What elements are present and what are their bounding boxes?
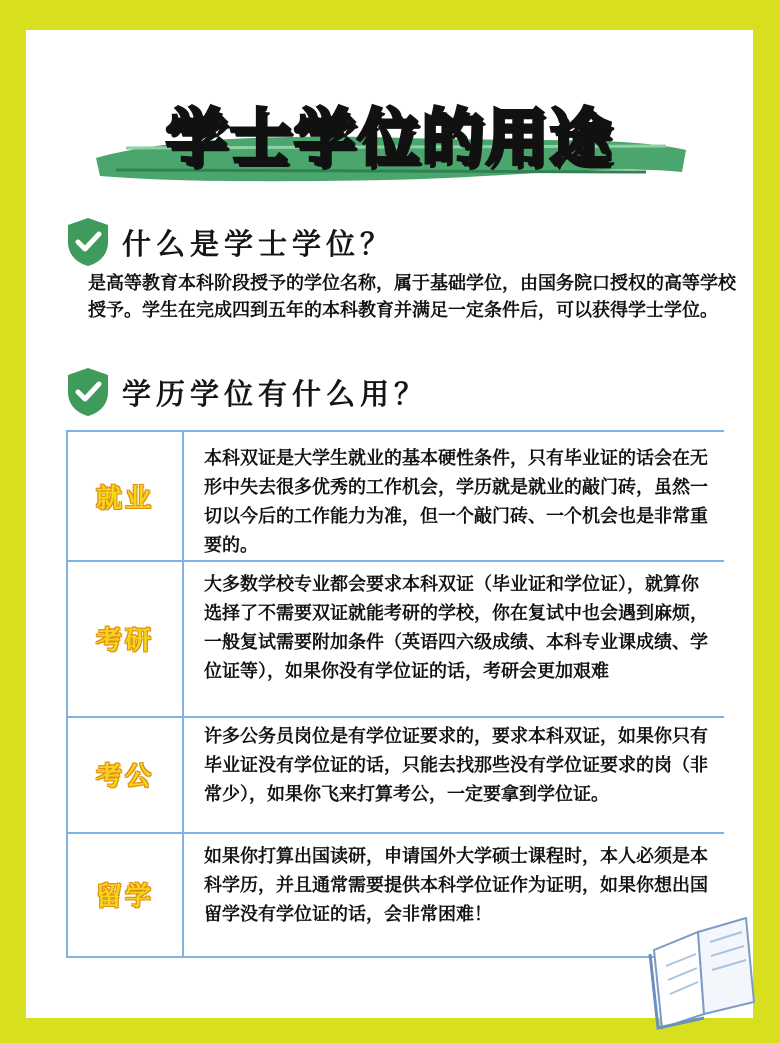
content-card [26,30,753,1018]
category-label: 考研 [95,626,154,656]
shield-check-icon [64,366,112,418]
section-what-heading [64,216,394,268]
category-label: 就业 [95,484,154,514]
section-title: 什么是学士学位？ [122,226,395,261]
category-description: 本科双证是大学生就业的基本硬性条件，只有毕业证的话会在无形中失去很多优秀的工作机会，学历就是就业的敲门砖，虽然一切以今后的工作能力为准，但一个敲门砖、一个机会也是非常重要的。 [204,448,708,556]
table-row-study-abroad [68,834,724,954]
section-title: 学历学位有什么用？ [122,376,429,411]
category-description: 如果你打算出国读研，申请国外大学硕士课程时，本人必须是本科学历，并且通常需要提供本科学位证作为证明，如果你想出国留学没有学位证的话，会非常困难！ [204,846,708,925]
shield-check-icon [64,216,112,268]
table-row-postgrad [68,562,724,718]
title-banner [26,80,753,190]
table-row-civil-service [68,718,724,834]
open-book-icon [646,910,756,1030]
page-title: 学士学位的用途 [165,101,614,174]
table-row-employment [68,432,724,562]
definition-text: 是高等教育本科阶段授予的学位名称，属于基础学位，由国务院口授权的高等学校授予。学生在完成四到五年的本科教育并满足一定条件后，可以获得学士学位。 [88,273,736,321]
category-description: 大多数学校专业都会要求本科双证（毕业证和学位证），就算你选择了不需要双证就能考研的学校，你在复试中也会遇到麻烦，一般复试需要附加条件（英语四六级成绩、本科专业课成绩、学位证等），如果你没有学位证的话，考研会更加艰难 [204,574,708,682]
category-label: 考公 [95,762,154,792]
section-use-heading [64,366,428,418]
category-label: 留学 [95,882,154,912]
category-description: 许多公务员岗位是有学位证要求的，要求本科双证，如果你只有毕业证没有学位证的话，只能去找那些没有学位证要求的岗（非常少），如果你飞来打算考公，一定要拿到学位证。 [204,726,708,805]
uses-table [66,430,724,958]
